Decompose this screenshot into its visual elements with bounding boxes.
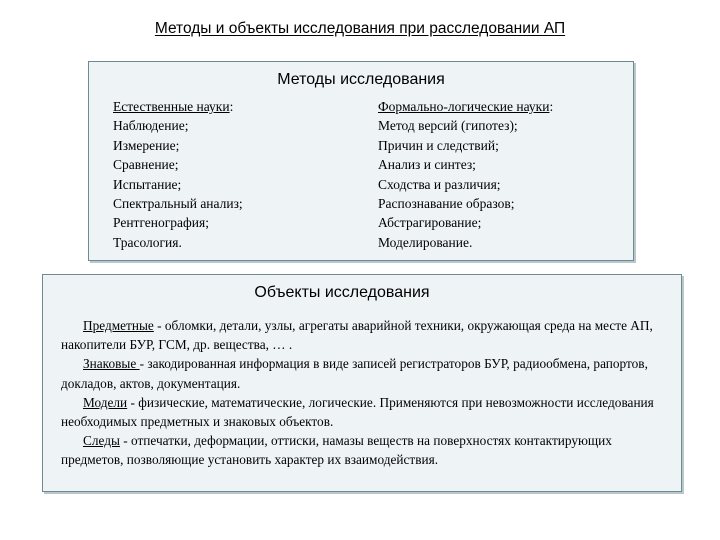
formal-logical-sciences-title-text: Формально-логические науки: [378, 99, 550, 114]
methods-box: [88, 61, 634, 261]
slide-title-text: Методы и объекты исследования при расследовании АП: [154, 20, 566, 37]
method-item: Моделирование.: [378, 234, 473, 250]
natural-sciences-column: [113, 97, 243, 252]
method-item: Испытание;: [113, 176, 182, 192]
method-item: Наблюдение;: [113, 118, 189, 134]
methods-heading: Методы исследования: [277, 71, 445, 88]
object-term: Следы: [83, 433, 120, 449]
object-term: Знаковые: [83, 356, 140, 372]
objects-description: [61, 316, 667, 470]
method-item: Абстрагирование;: [378, 215, 482, 231]
method-item: Сходства и различия;: [378, 176, 501, 192]
object-description: - физические, математические, логические. Применяются при невозможности исследования необходимых предметных и знаковых объектов.: [61, 394, 654, 430]
formal-logical-sciences-column: [378, 97, 553, 252]
method-item: Измерение;: [113, 137, 180, 153]
method-item: Распознавание образов;: [378, 196, 515, 212]
objects-paragraph-models: [61, 393, 667, 431]
natural-sciences-title-suffix: :: [229, 99, 234, 114]
method-item: Спектральный анализ;: [113, 196, 243, 212]
method-item: Метод версий (гипотез);: [378, 118, 518, 134]
method-item: Анализ и синтез;: [378, 157, 476, 173]
object-description: - отпечатки, деформации, оттиски, намазы веществ на поверхностях контактирующих предметов, позволяющие установить характер их взаимодействия.: [61, 433, 612, 468]
natural-sciences-title: [113, 97, 243, 116]
object-term: Модели: [83, 394, 128, 410]
method-item: Трасология.: [113, 234, 182, 250]
slide-title: [0, 19, 720, 39]
method-item: Рентгенография;: [113, 215, 209, 231]
objects-heading: Объекты исследования: [254, 284, 430, 301]
object-description: - обломки, детали, узлы, агрегаты аварийной техники, окружающая среда на месте АП, накопители БУР, ГСМ, др. вещества, … .: [61, 318, 653, 353]
object-term: Предметные: [83, 318, 154, 333]
method-item: Сравнение;: [113, 157, 179, 173]
natural-sciences-title-text: Естественные науки: [113, 99, 230, 114]
formal-logical-sciences-title-suffix: :: [549, 99, 554, 114]
objects-box: [42, 274, 682, 492]
objects-paragraph-traces: [61, 431, 667, 469]
objects-paragraph-material: [61, 316, 667, 354]
objects-paragraph-symbolic: [61, 354, 667, 392]
formal-logical-sciences-title: [378, 97, 553, 116]
method-item: Причин и следствий;: [378, 137, 499, 153]
object-description: - закодированная информация в виде записей регистраторов БУР, радиообмена, рапортов, докладов, актов, документация.: [61, 356, 648, 391]
